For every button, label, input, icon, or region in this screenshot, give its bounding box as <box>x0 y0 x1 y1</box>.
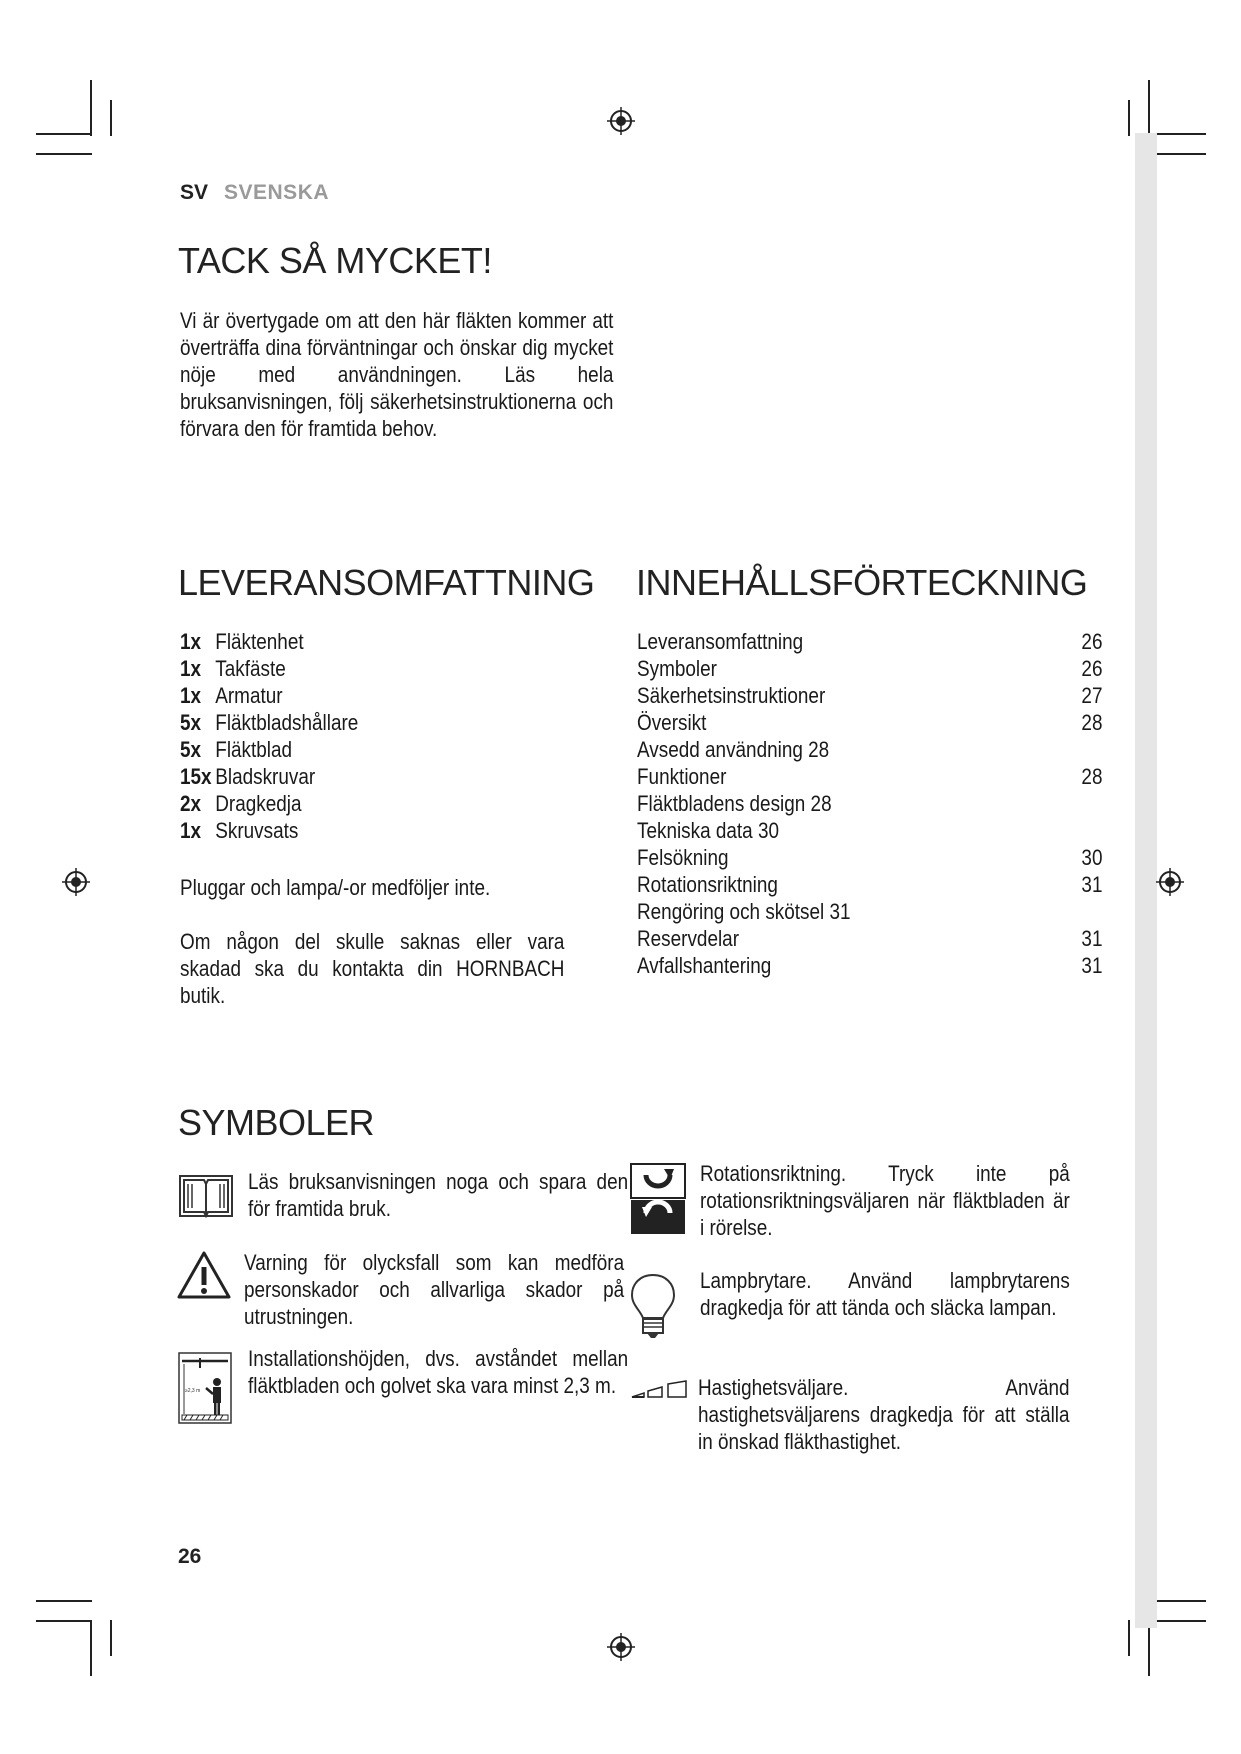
delivery-item: 5x Fläktbladshållare <box>180 710 359 735</box>
delivery-item: 1x Fläktenhet <box>180 629 304 654</box>
delivery-contact-note: Om någon del skulle saknas eller vara skadad ska du kontakta din HORNBACH butik. <box>180 929 565 1008</box>
crop-mark <box>90 1620 92 1676</box>
crop-mark <box>1150 1620 1206 1622</box>
installation-height-icon <box>178 1352 232 1424</box>
thanks-title: TACK SÅ MYCKET! <box>178 240 492 281</box>
installation-height-label: ≥2,3 m <box>185 1388 201 1394</box>
rotation-direction-icon <box>630 1163 686 1235</box>
crop-mark <box>1128 100 1130 136</box>
delivery-note: Pluggar och lampa/-or medföljer inte. <box>180 875 491 900</box>
book-icon <box>178 1172 234 1220</box>
delivery-item: 15x Bladskruvar <box>180 764 316 789</box>
crop-mark <box>1150 153 1206 155</box>
delivery-item: 5x Fläktblad <box>180 737 293 762</box>
crop-mark <box>1148 80 1150 136</box>
crop-mark <box>1150 133 1206 135</box>
crop-mark <box>1148 1620 1150 1676</box>
speed-selector-icon <box>630 1378 688 1400</box>
symbol-description: Hastighetsväljare. Använd hastighetsväljarens dragkedja för att ställa in önskad fläkthastighet. <box>698 1375 1070 1454</box>
registration-mark-icon <box>61 867 91 897</box>
delivery-item: 1x Armatur <box>180 683 283 708</box>
crop-mark <box>110 100 112 136</box>
page-edge-bar <box>1135 133 1157 1628</box>
registration-mark-icon <box>606 1632 636 1662</box>
crop-mark <box>1150 1600 1206 1602</box>
symbol-description: Installationshöjden, dvs. avståndet mellan fläktbladen och golvet ska vara minst 2,3 m. <box>248 1346 629 1398</box>
language-code: SV <box>180 181 209 204</box>
registration-mark-icon <box>1155 867 1185 897</box>
symbol-description: Varning för olycksfall som kan medföra personskador och allvarliga skador på utrustningen. <box>244 1250 625 1329</box>
crop-mark <box>90 80 92 136</box>
page-number: 26 <box>178 1545 202 1568</box>
crop-mark <box>36 153 92 155</box>
crop-mark <box>1128 1620 1130 1656</box>
delivery-item: 2x Dragkedja <box>180 791 302 816</box>
light-bulb-icon <box>628 1272 678 1342</box>
crop-mark <box>110 1620 112 1656</box>
crop-mark <box>36 1600 92 1602</box>
crop-mark <box>36 133 92 135</box>
registration-mark-icon <box>606 106 636 136</box>
crop-mark <box>36 1620 92 1622</box>
delivery-item: 1x Takfäste <box>180 656 286 681</box>
toc-title: INNEHÅLLSFÖRTECKNING <box>636 562 1088 603</box>
thanks-paragraph: Vi är övertygade om att den här fläkten kommer att överträffa dina förväntningar och önskar dig mycket nöje med användningen. Läs hela bruksanvisningen, följ säkerhetsinstruktionerna och förvara den för framtida behov. <box>180 308 614 441</box>
delivery-item: 1x Skruvsats <box>180 818 299 843</box>
language-name: SVENSKA <box>224 181 330 204</box>
symbol-description: Lampbrytare. Använd lampbrytarens dragkedja för att tända och släcka lampan. <box>700 1268 1070 1320</box>
warning-icon <box>176 1250 232 1300</box>
symbol-description: Läs bruksanvisningen noga och spara den för framtida bruk. <box>248 1169 629 1221</box>
delivery-title: LEVERANSOMFATTNING <box>178 562 595 603</box>
symbols-title: SYMBOLER <box>178 1102 375 1143</box>
symbol-description: Rotationsriktning. Tryck inte på rotationsriktningsväljaren när fläktbladen är i rörelse. <box>700 1161 1070 1240</box>
